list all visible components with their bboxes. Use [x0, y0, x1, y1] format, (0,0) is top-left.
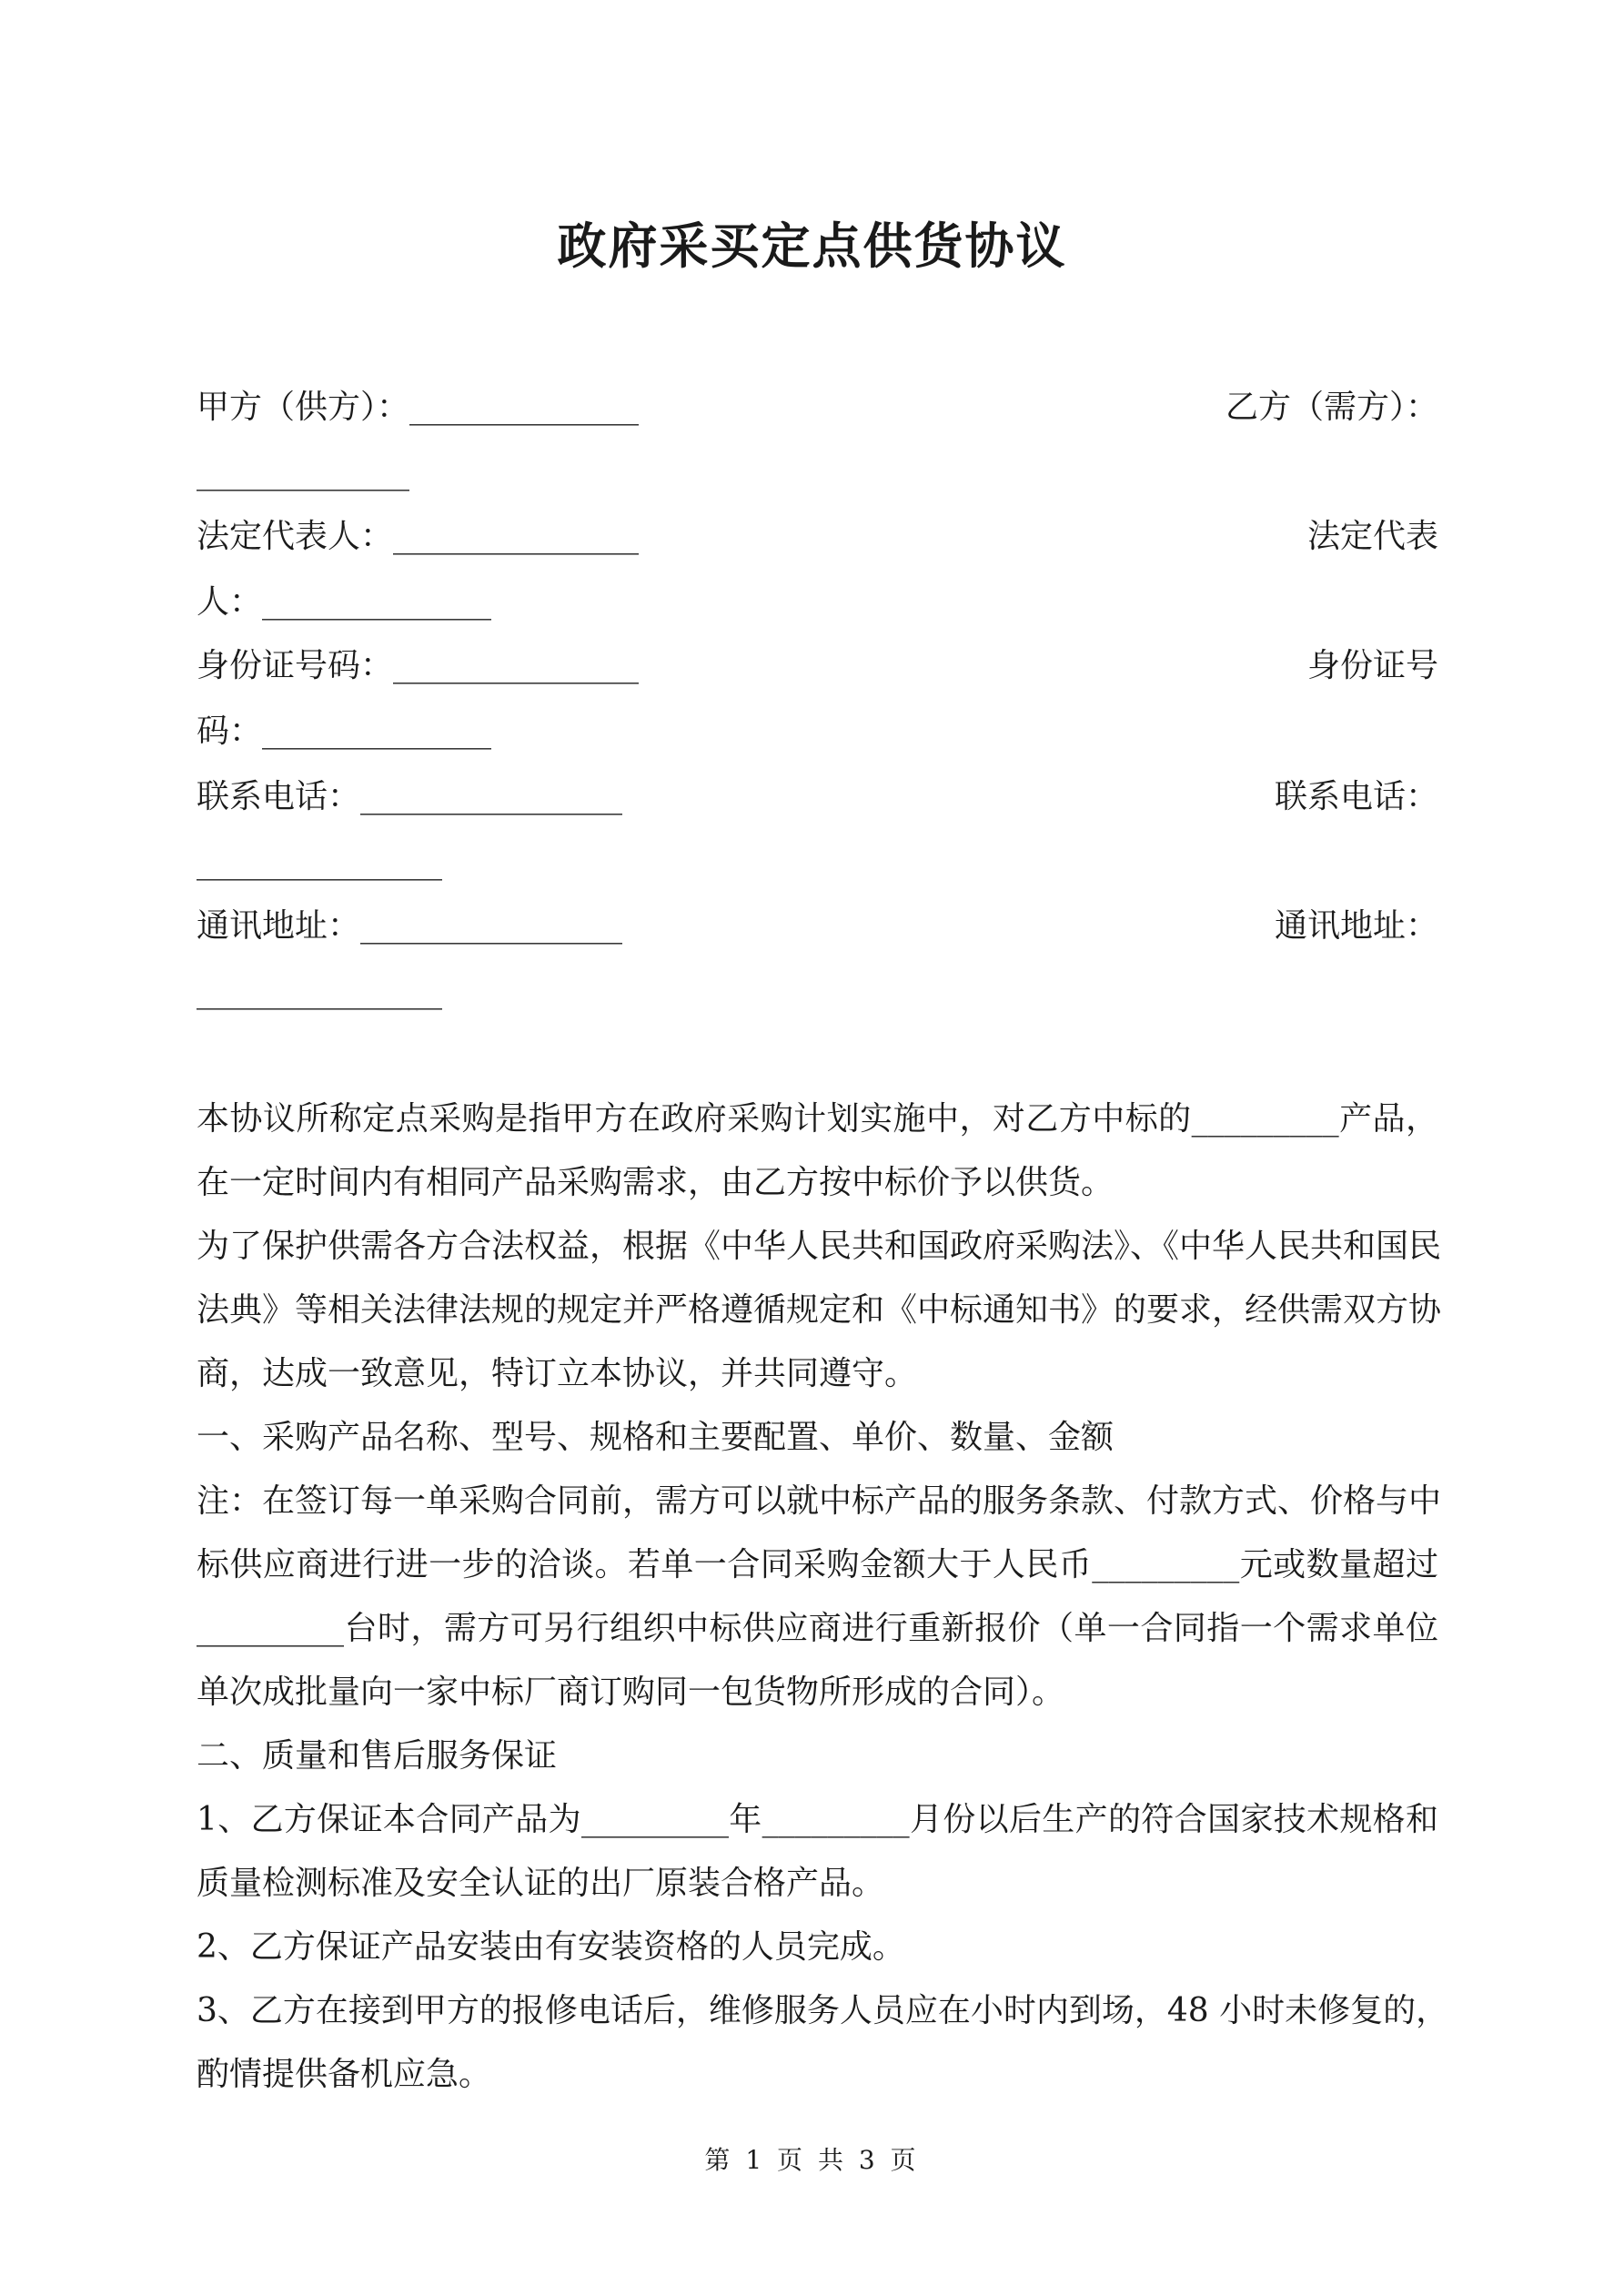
phone-b-blank: _______________ — [197, 844, 442, 881]
body-line: 在一定时间内有相同产品采购需求，由乙方按中标价予以供货。 — [197, 1164, 1115, 1201]
section-heading: 二、质量和售后服务保证 — [197, 1737, 558, 1775]
id-a-label: 身份证号码：_______________ — [197, 647, 640, 684]
party-row-6 — [197, 704, 1438, 759]
section-heading: 一、采购产品名称、型号、规格和主要配置、单价、数量、金额 — [197, 1419, 1115, 1456]
body-line: 1、乙方保证本合同产品为_________年_________月份以后生产的符合国家技术规格和 — [197, 1801, 1438, 1838]
addr-b-blank: _______________ — [197, 973, 442, 1010]
party-a-label: 甲方（供方）：______________ — [197, 389, 640, 426]
party-b-label: 乙方（需方）： — [1225, 389, 1438, 426]
body-line: 酌情提供备机应急。 — [197, 2056, 492, 2093]
body-line: 商，达成一致意见，特订立本协议，并共同遵守。 — [197, 1355, 918, 1392]
body-line: _________台时，需方可另行组织中标供应商进行重新报价（单一合同指一个需求单位 — [197, 1610, 1438, 1647]
page-footer: 第 1 页 共 3 页 — [704, 2145, 920, 2175]
addr-b-label: 通讯地址： — [1274, 907, 1438, 945]
id-b-label: 身份证号 — [1306, 647, 1438, 684]
party-row-5 — [197, 639, 1438, 693]
body-line: 注：在签订每一单采购合同前，需方可以就中标产品的服务条款、付款方式、价格与中 — [197, 1482, 1442, 1520]
party-row-4 — [197, 575, 1438, 630]
addr-a-label: 通讯地址：________________ — [197, 907, 623, 945]
party-b-blank: _____________ — [197, 454, 409, 491]
phone-b-label: 联系电话： — [1274, 778, 1438, 815]
body-line: 质量检测标准及安全认证的出厂原装合格产品。 — [197, 1865, 885, 1902]
body-line: 法典》等相关法律法规的规定并严格遵循规定和《中标通知书》的要求，经供需双方协 — [197, 1291, 1442, 1329]
body-line: 3、乙方在接到甲方的报修电话后，维修服务人员应在小时内到场，48 小时未修复的， — [197, 1992, 1449, 2029]
body-line: 单次成批量向一家中标厂商订购同一包货物所形成的合同）。 — [197, 1674, 1065, 1711]
party-row-9 — [197, 899, 1438, 954]
document-title: 政府采买定点供货协议 — [557, 217, 1067, 275]
party-row-10 — [197, 965, 1438, 1019]
id-b-cont: 码：______________ — [197, 713, 492, 750]
party-row-7 — [197, 770, 1438, 824]
party-row-1 — [197, 380, 1438, 435]
body-line: 本协议所称定点采购是指甲方在政府采购计划实施中，对乙方中标的_________产品， — [197, 1100, 1438, 1138]
party-row-3 — [197, 510, 1438, 564]
rep-a-label: 法定代表人：_______________ — [197, 518, 640, 555]
party-row-2 — [197, 446, 1438, 501]
rep-b-cont: 人：______________ — [197, 583, 492, 621]
body-line: 为了保护供需各方合法权益，根据《中华人民共和国政府采购法》、《中华人民共和国民 — [197, 1228, 1442, 1265]
rep-b-label: 法定代表 — [1306, 518, 1438, 555]
party-row-8 — [197, 835, 1438, 890]
body-line: 标供应商进行进一步的洽谈。若单一合同采购金额大于人民币_________元或数量超过 — [197, 1546, 1438, 1583]
body-line: 2、乙方保证产品安装由有安装资格的人员完成。 — [197, 1928, 905, 1966]
phone-a-label: 联系电话：________________ — [197, 778, 623, 815]
